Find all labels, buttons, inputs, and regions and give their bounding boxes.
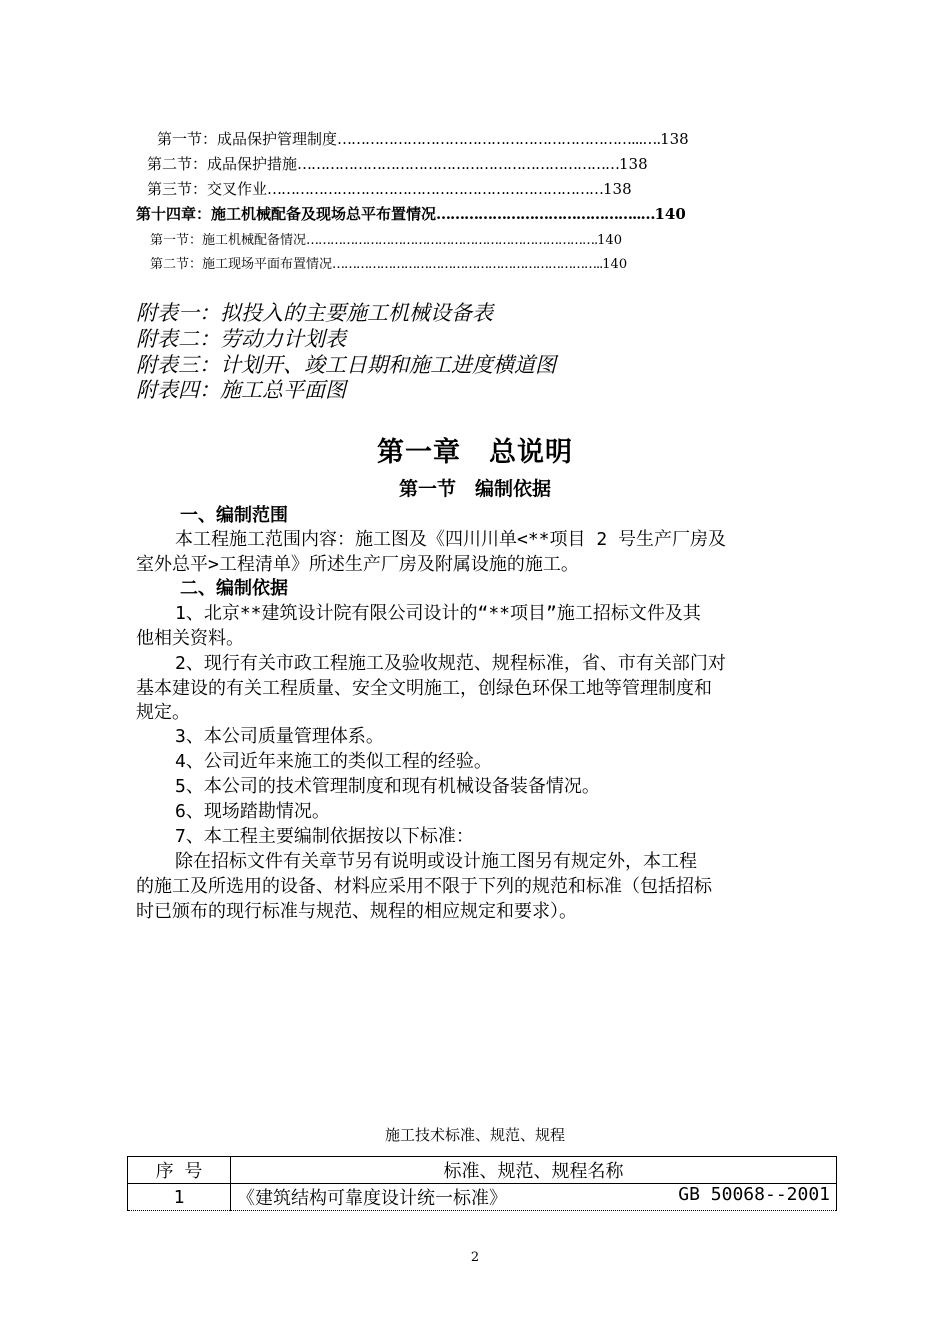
standard-code: GB 50068--2001 bbox=[678, 1184, 830, 1205]
section-title: 第一节 编制依据 bbox=[398, 478, 551, 500]
appendix-item: 附表三：计划开、竣工日期和施工进度横道图 bbox=[136, 353, 556, 377]
paragraph-line: 室外总平>工程清单》所述生产厂房及附属设施的施工。 bbox=[136, 554, 579, 575]
paragraph-line: 除在招标文件有关章节另有说明或设计施工图另有规定外，本工程 bbox=[175, 851, 697, 872]
paragraph-line: 本工程施工范围内容：施工图及《四川川单<**项目 2 号生产厂房及 bbox=[175, 529, 727, 550]
paragraph-line: 基本建设的有关工程质量、安全文明施工，创绿色环保工地等管理制度和 bbox=[136, 678, 712, 699]
table-header-row bbox=[128, 1157, 837, 1184]
paragraph-line: 他相关资料。 bbox=[136, 628, 244, 649]
paragraph-line: 6、现场踏勘情况。 bbox=[175, 801, 330, 822]
toc-entry: 第二节：成品保护措施……………………………………………………………138 bbox=[147, 155, 648, 173]
heading-basis: 二、编制依据 bbox=[180, 578, 288, 599]
paragraph-line: 5、本公司的技术管理制度和现有机械设备装备情况。 bbox=[175, 776, 600, 797]
header-name: 标准、规范、规程名称 bbox=[231, 1157, 837, 1184]
paragraph-line: 的施工及所选用的设备、材料应采用不限于下列的规范和标准（包括招标 bbox=[136, 876, 712, 897]
standards-table bbox=[127, 1156, 837, 1211]
row-serial: 1 bbox=[128, 1184, 231, 1211]
page-number: 2 bbox=[470, 1250, 480, 1265]
standard-name: 《建筑结构可靠度设计统一标准》 bbox=[237, 1188, 507, 1209]
toc-chapter-entry: 第十四章：施工机械配备及现场总平布置情况……………………………………..…140 bbox=[136, 205, 686, 223]
paragraph-line: 3、本公司质量管理体系。 bbox=[175, 726, 384, 747]
appendix-item: 附表四：施工总平面图 bbox=[136, 378, 346, 402]
paragraph-line: 时已颁布的现行标准与规范、规程的相应规定和要求）。 bbox=[136, 901, 577, 922]
table-caption: 施工技术标准、规范、规程 bbox=[384, 1126, 565, 1144]
appendix-item: 附表一：拟投入的主要施工机械设备表 bbox=[136, 301, 493, 325]
table-row bbox=[128, 1184, 837, 1211]
toc-entry: 第一节：成品保护管理制度………………………………………………………...….138 bbox=[157, 130, 689, 148]
toc-entry: 第三节：交叉作业………………………………………………………………138 bbox=[147, 180, 632, 198]
paragraph-line: 1、北京**建筑设计院有限公司设计的“**项目”施工招标文件及其 bbox=[175, 603, 701, 624]
paragraph-line: 4、公司近年来施工的类似工程的经验。 bbox=[175, 751, 492, 772]
toc-entry: 第二节：施工现场平面布置情况…………………………………………………………..140 bbox=[150, 257, 628, 272]
chapter-title: 第一章 总说明 bbox=[377, 437, 573, 468]
appendix-item: 附表二：劳动力计划表 bbox=[136, 327, 346, 351]
paragraph-line: 规定。 bbox=[136, 702, 190, 723]
toc-entry: 第一节：施工机械配备情况……………………………………………………………….140 bbox=[150, 233, 622, 248]
header-serial: 序 号 bbox=[128, 1157, 231, 1184]
row-standard bbox=[231, 1184, 837, 1211]
paragraph-line: 2、现行有关市政工程施工及验收规范、规程标准，省、市有关部门对 bbox=[175, 653, 726, 674]
heading-scope: 一、编制范围 bbox=[180, 505, 288, 526]
paragraph-line: 7、本工程主要编制依据按以下标准： bbox=[175, 826, 474, 847]
